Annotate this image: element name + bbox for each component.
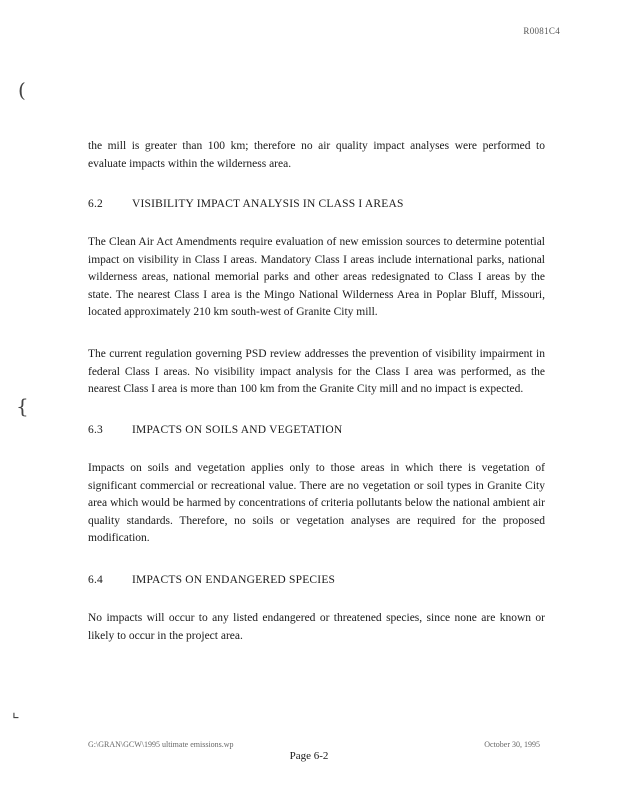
section-number: 6.4 (88, 574, 103, 586)
binding-mark-icon: ⌞ (12, 702, 20, 721)
paragraph-soils-vegetation: Impacts on soils and vegetation applies only to those areas in which there is vegetation of significant commercial or recreational value. There are no vegetation or soil types in Granite City area which would be harmed by concentrations of criteria pollutants below the national ambient air quality standards. Therefore, no soils or vegetation analyses are required for the proposed modification. (88, 462, 545, 544)
section-number: 6.2 (88, 198, 103, 210)
section-title: IMPACTS ON ENDANGERED SPECIES (132, 574, 336, 586)
binding-mark-icon: ( (18, 78, 26, 102)
paragraph-endangered-species: No impacts will occur to any listed endangered or threatened species, since none are known or likely to occur in the project area. (88, 612, 545, 642)
paragraph-psd-review: The current regulation governing PSD review addresses the prevention of visibility impairment in federal Class I areas. No visibility impact analysis for the Class I area was performed, as the nearest Class I area is more than 100 km from the Granite City mill and no impact is expected. (88, 348, 545, 395)
paragraph-wilderness: the mill is greater than 100 km; therefore no air quality impact analyses were performed to evaluate impacts within the wilderness area. (88, 140, 545, 170)
footer-file-path: G:\GRAN\GCW\1995 ultimate emissions.wp (88, 740, 234, 749)
binding-mark-icon: { (16, 394, 29, 418)
section-heading-6-3 (88, 424, 342, 436)
section-heading-6-4 (88, 574, 335, 586)
section-heading-6-2 (88, 198, 404, 210)
document-id: R0081C4 (523, 26, 560, 36)
footer-date: October 30, 1995 (484, 740, 540, 749)
page-number: Page 6-2 (289, 750, 329, 762)
paragraph-class-i-areas: The Clean Air Act Amendments require evaluation of new emission sources to determine potential impact on visibility in Class I areas. Mandatory Class I areas include international parks, national wilderness areas, national memorial parks and other areas redesignated to Class I areas by the state. The nearest Class I area is the Mingo National Wilderness Area in Poplar Bluff, Missouri, located approximately 210 km south-west of Granite City mill. (88, 236, 545, 318)
section-title: VISIBILITY IMPACT ANALYSIS IN CLASS I AREAS (132, 198, 404, 210)
section-number: 6.3 (88, 424, 103, 436)
section-title: IMPACTS ON SOILS AND VEGETATION (132, 424, 343, 436)
